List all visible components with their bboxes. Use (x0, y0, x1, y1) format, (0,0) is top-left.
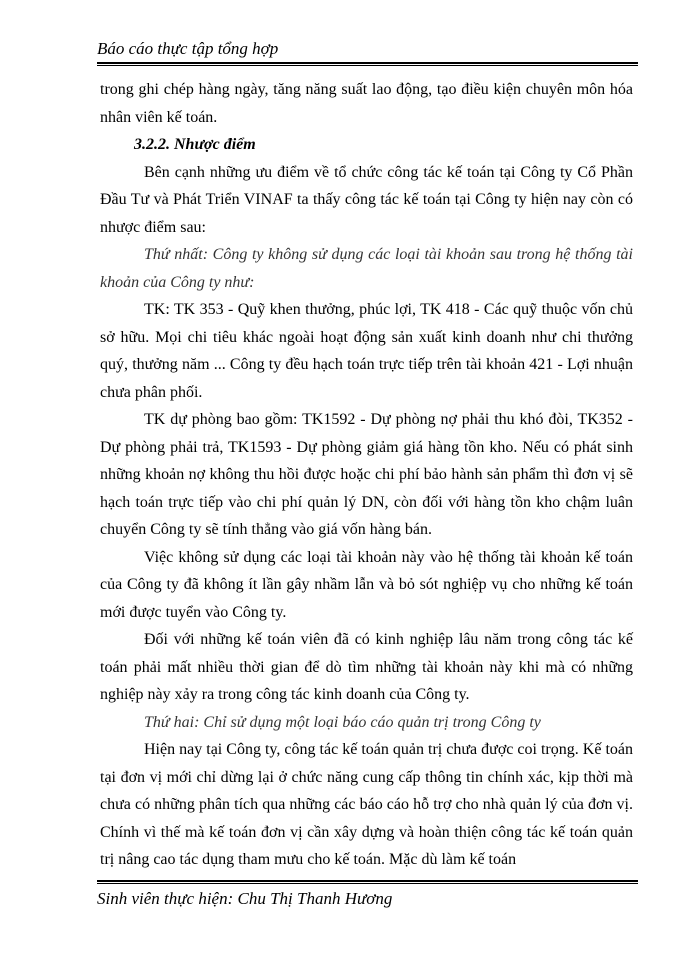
paragraph: Hiện nay tại Công ty, công tác kế toán quản trị chưa được coi trọng. Kế toán tại đơn vị mới chỉ dừng lại ở chức năng cung cấp thông tin chính xác, kịp thời mà chưa có những phân tích qua những các báo cáo hỗ trợ cho nhà quản lý của đơn vị. Chính vì thế mà kế toán đơn vị cần xây dựng và hoàn thiện công tác kế toán quản trị nâng cao tác dụng tham mưu cho kế toán. Mặc dù làm kế toán (100, 741, 633, 868)
header-rule-thin (97, 65, 638, 66)
page-header: Báo cáo thực tập tổng hợp (97, 39, 279, 58)
paragraph: TK: TK 353 - Quỹ khen thưởng, phúc lợi, TK 418 - Các quỹ thuộc vốn chủ sở hữu. Mọi chi tiêu khác ngoài hoạt động sản xuất kinh doanh như chi thưởng quý, thưởng năm ... Công ty đều hạch toán trực tiếp trên tài khoản 421 - Lợi nhuận chưa phân phối. (100, 301, 633, 401)
document-body (100, 76, 633, 874)
paragraph: Việc không sử dụng các loại tài khoản này vào hệ thống tài khoản kế toán của Công ty đã không ít lần gây nhầm lẫn và bỏ sót nghiệp vụ cho những kế toán mới được tuyển vào Công ty. (100, 548, 633, 621)
paragraph: TK dự phòng bao gồm: TK1592 - Dự phòng nợ phải thu khó đòi, TK352 - Dự phòng phải trả, TK1593 - Dự phòng giảm giá hàng tồn kho. Nếu có phát sinh những khoản nợ không thu hồi được hoặc chi phí bảo hành sản phẩm thì đơn vị sẽ hạch toán trực tiếp vào chi phí quản lý DN, còn đối với hàng tồn kho chậm luân chuyển Công ty sẽ tính thẳng vào giá vốn hàng bán. (100, 411, 633, 538)
section-heading: 3.2.2. Nhược điểm (134, 136, 256, 153)
paragraph-continuation: trong ghi chép hàng ngày, tăng năng suất lao động, tạo điều kiện chuyên môn hóa nhân viên kế toán. (100, 81, 633, 126)
subheading-first: Thứ nhất: Công ty không sử dụng các loại tài khoản sau trong hệ thống tài khoản của Công ty như: (100, 246, 633, 291)
page-footer: Sinh viên thực hiện: Chu Thị Thanh Hương (97, 889, 393, 908)
footer-rule (97, 880, 638, 882)
header-rule (97, 62, 638, 64)
subheading-second: Thứ hai: Chỉ sử dụng một loại báo cáo quản trị trong Công ty (144, 713, 541, 731)
footer-rule-thin (97, 883, 638, 884)
paragraph: Đối với những kế toán viên đã có kinh nghiệp lâu năm trong công tác kế toán phải mất nhiều thời gian để dò tìm những tài khoản này khi mà có những nghiệp này xảy ra trong công tác kinh doanh của Công ty. (100, 631, 633, 703)
paragraph: Bên cạnh những ưu điểm về tổ chức công tác kế toán tại Công ty Cổ Phần Đầu Tư và Phát Triển VINAF ta thấy công tác kế toán tại Công ty hiện nay còn có nhược điểm sau: (100, 163, 633, 236)
